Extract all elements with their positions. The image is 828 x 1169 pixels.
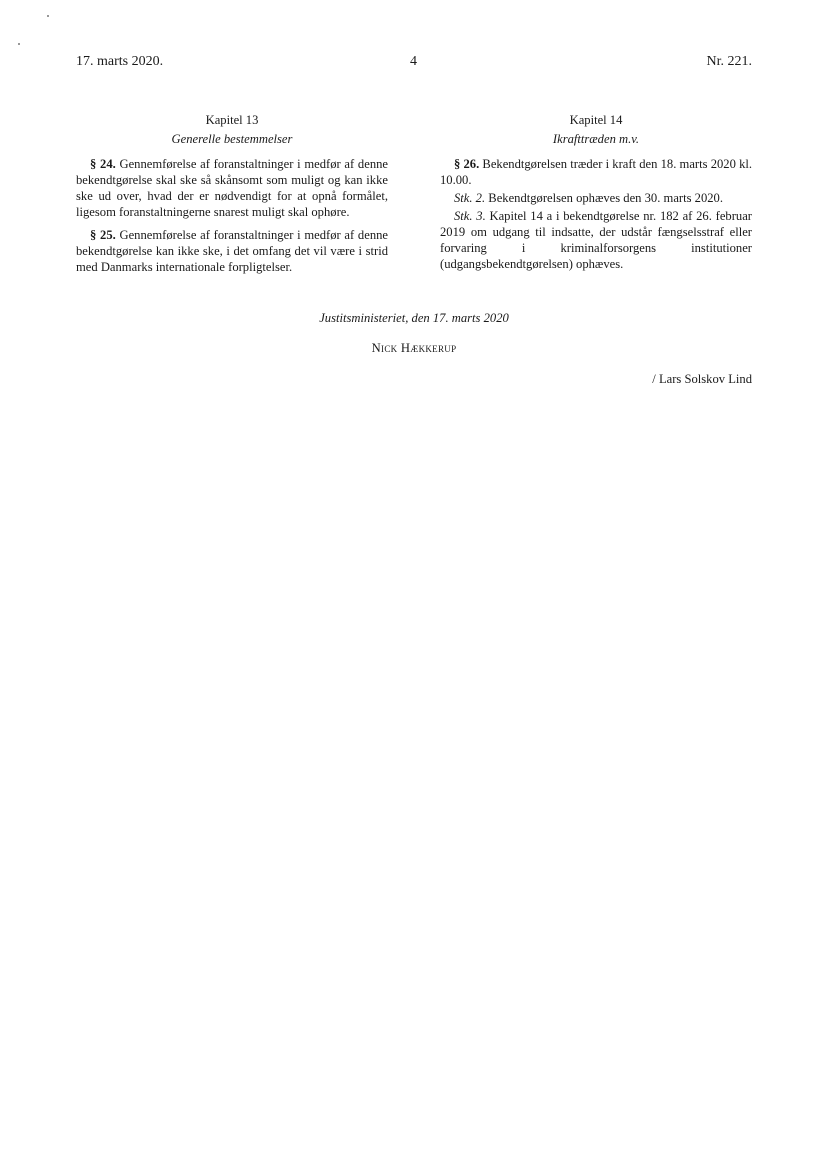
stk-2-label: Stk. 2.	[454, 191, 486, 205]
minister-name: Nick Hækkerup	[371, 341, 457, 355]
stk-3-text: Kapitel 14 a i bekendtgørelse nr. 182 af 26. februar 2019 om udgang til indsatte, der udstår fængselsstraf eller forvaring i kriminalforsorgens institutioner (udgangsbekendtgørelsen) ophæves.	[440, 209, 752, 271]
chapter-14-label: Kapitel 14	[569, 113, 623, 127]
scan-speck	[18, 43, 20, 45]
stk-2	[440, 190, 752, 206]
section-24	[76, 156, 388, 220]
stk-3-label: Stk. 3.	[454, 209, 486, 223]
section-26-number: § 26.	[454, 157, 480, 171]
chapter-14-title: Ikrafttræden m.v.	[552, 132, 640, 146]
section-24-number: § 24.	[90, 157, 116, 171]
right-column	[440, 112, 752, 279]
stk-2-text: Bekendtgørelsen ophæves den 30. marts 2020.	[485, 191, 723, 205]
document-number: Nr. 221.	[706, 54, 752, 69]
section-25-number: § 25.	[90, 228, 116, 242]
section-25	[76, 227, 388, 275]
scan-speck	[47, 15, 49, 17]
section-26	[440, 156, 752, 188]
left-column	[76, 112, 388, 282]
chapter-13-title: Generelle bestemmelser	[171, 132, 293, 146]
countersignature: / Lars Solskov Lind	[652, 372, 752, 386]
chapter-13-label: Kapitel 13	[205, 113, 259, 127]
section-25-text: Gennemførelse af foranstaltninger i medfør af denne bekendtgørelse kan ikke ske, i det omfang det vil være i strid med Danmarks internationale forpligtelser.	[76, 228, 389, 274]
section-24-text: Gennemførelse af foranstaltninger i medfør af denne bekendtgørelse skal ske så skånsomt som muligt og kan ikke ske ud over, hvad der er nødvendigt for at opnå formålet, ligesom foranstaltningerne snarest muligt skal ophøre.	[76, 157, 389, 219]
page-number: 4	[410, 54, 417, 69]
signature-place-date: Justitsministeriet, den 17. marts 2020	[319, 311, 509, 325]
section-26-text: Bekendtgørelsen træder i kraft den 18. marts 2020 kl. 10.00.	[440, 157, 753, 187]
stk-3	[440, 208, 752, 272]
header-date: 17. marts 2020.	[76, 54, 164, 69]
